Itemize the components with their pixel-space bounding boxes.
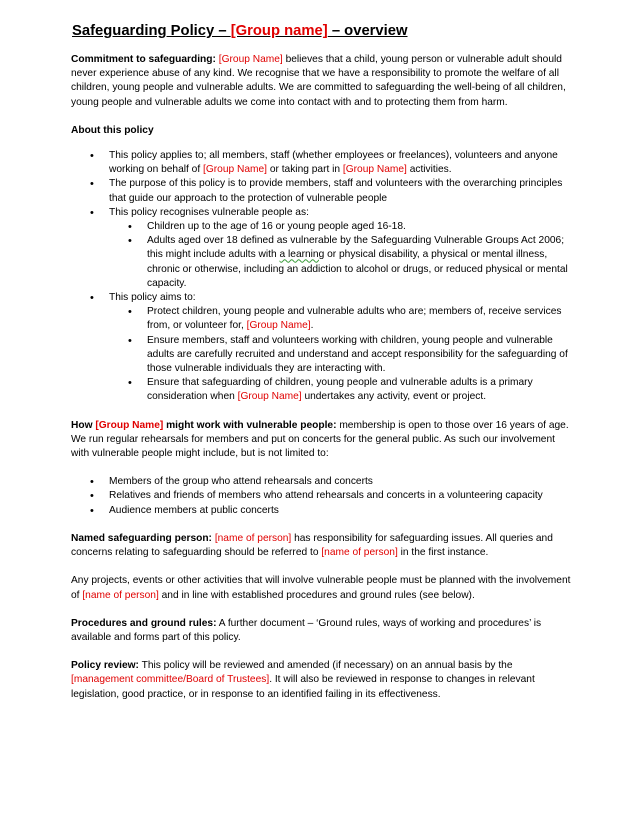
about-b4-s1-group: [Group Name] — [246, 320, 311, 332]
commitment-group-placeholder: [Group Name] — [218, 54, 283, 65]
list-item: • Audience members at public concerts — [71, 504, 573, 518]
list-item — [71, 149, 573, 177]
about-b1-text-a: This policy applies to; all members, staff (whether employees or freelances), volunteers and anyone working on behalf of — [109, 150, 558, 176]
list-item — [109, 305, 573, 333]
review-paragraph — [71, 659, 573, 702]
commitment-paragraph — [71, 53, 573, 110]
how-label-a: How — [71, 419, 96, 431]
procedures-label: Procedures and ground rules: — [71, 617, 217, 629]
list-item — [109, 220, 573, 234]
list-item — [71, 177, 573, 205]
about-b2-text: The purpose of this policy is to provide members, staff and volunteers with the overarching principles that guide our approach to the protection of vulnerable people — [109, 178, 563, 204]
named-person-text-2: in the first instance. — [397, 547, 489, 559]
list-item: • Relatives and friends of members who attend rehearsals and concerts in a volunteering capacity — [71, 489, 573, 503]
title-suffix: – overview — [327, 23, 408, 39]
named-person-label: Named safeguarding person: — [71, 532, 212, 544]
list-item — [71, 291, 573, 405]
page-title — [72, 21, 573, 41]
projects-text-1: Any projects, events or other activities that will involve vulnerable people must be planned with the involvement of — [71, 575, 571, 601]
vulnerable-people-sublist — [109, 220, 573, 291]
about-b3-s1-text: Children up to the age of 16 or young people aged 16-18. — [147, 221, 406, 233]
named-person-paragraph — [71, 532, 573, 560]
projects-paragraph — [71, 574, 573, 602]
named-person-text-1: has responsibility for safeguarding issues. All queries and concerns relating to safeguarding should be referred to — [71, 532, 553, 559]
about-b4-s3-text-b: undertakes any activity, event or project. — [301, 391, 487, 403]
about-b4-s2-text: Ensure members, staff and volunteers working with children, young people and vulnerable adults are carefully recruited and understand and accept responsibility for the safeguarding of those vulnerable individuals they are interacting with. — [147, 334, 568, 375]
about-b1-text-c: activities. — [406, 164, 452, 176]
list-item — [109, 376, 573, 404]
review-text-2: . It will also be reviewed in response to changes in relevant legislation, good practice, or in response to an identified failing in its effectiveness. — [71, 674, 535, 700]
about-heading: About this policy — [71, 124, 154, 136]
about-b4-s3-group: [Group Name] — [237, 391, 302, 403]
how-label-b: might work with vulnerable people: — [163, 419, 337, 431]
commitment-text: believes that a child, young person or vulnerable adult should never experience abuse of any kind. We recognise that we have a responsibility to promote the welfare of all children, young people and vulnerable adults. We are committed to safeguarding the well-being of all children, young people and vulnerable adults we come into contact with and to protecting them from harm. — [71, 54, 566, 108]
how-paragraph — [71, 419, 573, 462]
about-b3-text: This policy recognises vulnerable people as: — [109, 206, 309, 218]
title-group-placeholder: [Group name] — [230, 23, 328, 39]
list-item: • Members of the group who attend rehearsals and concerts — [71, 475, 573, 489]
how-label — [71, 420, 336, 431]
projects-person-placeholder: [name of person] — [82, 589, 159, 601]
list-item — [109, 234, 573, 291]
about-list — [71, 149, 573, 405]
involvement-list — [71, 475, 573, 518]
about-b3-s2-text-b: or physical disability, a physical or mental illness, chronic or otherwise, including an addiction to alcohol or drugs, or reduced physical or mental capacity. — [147, 249, 568, 289]
about-b1-group-2: [Group Name] — [342, 164, 407, 176]
list-item — [71, 206, 573, 291]
about-b4-s1-text-b: . — [310, 320, 314, 332]
named-person-placeholder-1: [name of person] — [214, 532, 292, 544]
procedures-paragraph — [71, 617, 573, 645]
about-b1-text-b: or taking part in — [267, 164, 343, 176]
review-text-1: This policy will be reviewed and amended (if necessary) on an annual basis by the — [138, 660, 513, 672]
about-b4-s3-text-a: Ensure that safeguarding of children, young people and vulnerable adults is a primary consideration when — [147, 377, 533, 403]
procedures-text: A further document – ‘Ground rules, ways of working and procedures’ is available and forms part of this policy. — [71, 617, 542, 643]
projects-text-2: and in line with established procedures and ground rules (see below). — [158, 589, 475, 601]
review-committee-placeholder: [management committee/Board of Trustees] — [71, 674, 270, 686]
about-b1-group-1: [Group Name] — [203, 164, 267, 176]
how-group-placeholder: [Group Name] — [95, 419, 164, 431]
grammar-squiggle-text: a learning — [279, 249, 325, 261]
commitment-label: Commitment to safeguarding: — [71, 54, 216, 65]
title-prefix: Safeguarding Policy – — [72, 23, 231, 39]
how-text: membership is open to those over 16 years of age. We run regular rehearsals for members and put on concerts for the general public. As such our involvement with vulnerable people might include, but is not limited to: — [71, 419, 569, 460]
about-b4-s1-text-a: Protect children, young people and vulnerable adults who are; members of, receive services from, or volunteer for, — [147, 306, 562, 332]
about-b3-s2-text-a: Adults aged over 18 defined as vulnerable by the Safeguarding Vulnerable Groups Act 2006; this might include adults with — [147, 235, 565, 261]
review-label: Policy review: — [71, 660, 139, 672]
named-person-placeholder-2: [name of person] — [321, 547, 398, 559]
policy-aims-sublist — [109, 305, 573, 404]
about-b4-text: This policy aims to: — [109, 292, 196, 304]
list-item — [109, 334, 573, 377]
